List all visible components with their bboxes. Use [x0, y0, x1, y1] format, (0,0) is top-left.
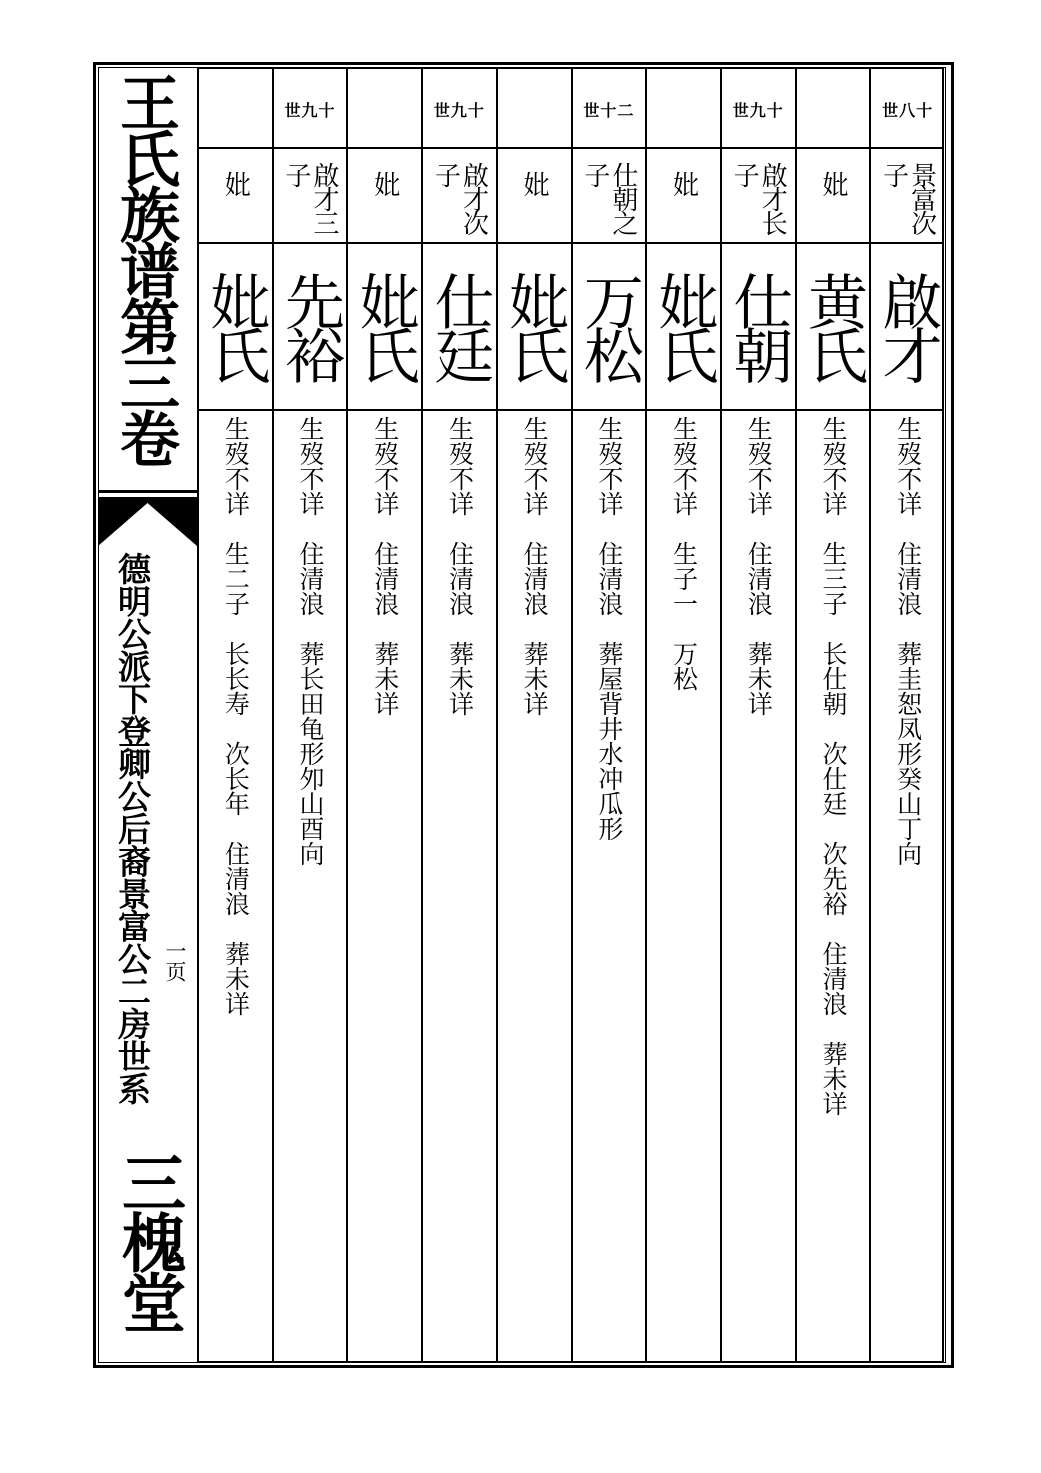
person-details-text: 生歿不详 生三子 长仕朝 次仕廷 次先裕 住清浪 葬未详: [818, 416, 848, 1116]
relation-label: [722, 149, 795, 242]
person-details: [647, 411, 720, 1361]
person-details: [722, 411, 795, 1361]
person-details: [199, 411, 272, 1361]
generation-label: 世九十: [284, 100, 336, 120]
relation-label-text: 妣: [668, 171, 699, 195]
person-details: [498, 411, 571, 1361]
person-name: [871, 244, 944, 409]
fishtail-ornament: [98, 498, 197, 546]
person-details-text: 生歿不详 住清浪 葬圭恕凤形癸山丁向: [893, 416, 923, 866]
person-name-text: 仕廷: [424, 271, 495, 379]
person-name: [199, 244, 272, 409]
spine-divider: [98, 490, 197, 493]
relation-label-text: 妣: [369, 171, 400, 195]
person-name: [423, 244, 496, 409]
person-name: [498, 244, 571, 409]
person-details-text: 生歿不详 住清浪 葬未详: [370, 416, 400, 716]
person-name: [647, 244, 720, 409]
person-name: [348, 244, 421, 409]
person-details: [348, 411, 421, 1361]
person-name-text: 妣氏: [200, 271, 271, 379]
person-details-text: 生歿不详 住清浪 葬未详: [445, 416, 475, 716]
person-details-text: 生歿不详 住清浪 葬长田龟形夘山酉向: [296, 416, 326, 866]
person-details-text: 生歿不详 住清浪 葬未详: [520, 416, 550, 716]
person-details-text: 生歿不详 住清浪 葬未详: [744, 416, 774, 716]
generation-label: [199, 69, 272, 149]
generation-label: 世九十: [433, 100, 485, 120]
generation-label: [797, 69, 870, 149]
relation-label: [498, 149, 571, 242]
person-name-text: 仕朝: [723, 271, 794, 379]
person-details-text: 生歿不详 生二子 长长寿 次长年 住清浪 葬未详: [221, 416, 251, 1016]
relation-label: [871, 149, 944, 242]
relation-label-text: 啟才三子: [281, 162, 340, 234]
relation-label: [274, 149, 347, 242]
relation-label: [423, 149, 496, 242]
lineage-subtitle: 德明公派下登卿公后裔景富公二房世系: [113, 552, 152, 1105]
person-name-text: 黄氏: [797, 271, 868, 379]
person-name: [573, 244, 646, 409]
person-name: [797, 244, 870, 409]
generation-label: 世八十: [882, 100, 934, 120]
person-name-text: 先裕: [275, 271, 346, 379]
person-details: [871, 411, 944, 1361]
relation-label-text: 啟才长子: [729, 162, 788, 234]
relation-label-text: 景富次子: [878, 162, 937, 234]
person-name: [274, 244, 347, 409]
person-details: [797, 411, 870, 1361]
person-name-text: 妣氏: [648, 271, 719, 379]
person-details: [274, 411, 347, 1361]
hall-name: 三槐堂: [111, 1150, 186, 1330]
person-name-text: 妣氏: [349, 271, 420, 379]
person-name-text: 妣氏: [499, 271, 570, 379]
person-details: [423, 411, 496, 1361]
relation-label: [647, 149, 720, 242]
relation-label: [348, 149, 421, 242]
book-title: 王氏族谱第三卷: [110, 72, 180, 464]
generation-label: 世十二: [583, 100, 635, 120]
relation-label: [199, 149, 272, 242]
generation-label: [348, 69, 421, 149]
person-name-text: 啟才: [872, 271, 943, 379]
generation-label: [647, 69, 720, 149]
relation-label-text: 妣: [220, 171, 251, 195]
generation-label: [498, 69, 571, 149]
relation-label-text: 啟才次子: [430, 162, 489, 234]
genealogy-table: [197, 67, 944, 1363]
page-number: 一页: [163, 940, 187, 982]
person-name-text: 万松: [573, 271, 644, 379]
relation-label: [573, 149, 646, 242]
person-details: [573, 411, 646, 1361]
person-name: [722, 244, 795, 409]
person-details-text: 生歿不详 住清浪 葬屋背井水冲瓜形: [594, 416, 624, 841]
generation-label: 世九十: [732, 100, 784, 120]
person-details-text: 生歿不详 生子一 万松: [669, 416, 699, 691]
relation-label: [797, 149, 870, 242]
relation-label-text: 仕朝之子: [579, 162, 638, 234]
relation-label-text: 妣: [519, 171, 550, 195]
relation-label-text: 妣: [817, 171, 848, 195]
